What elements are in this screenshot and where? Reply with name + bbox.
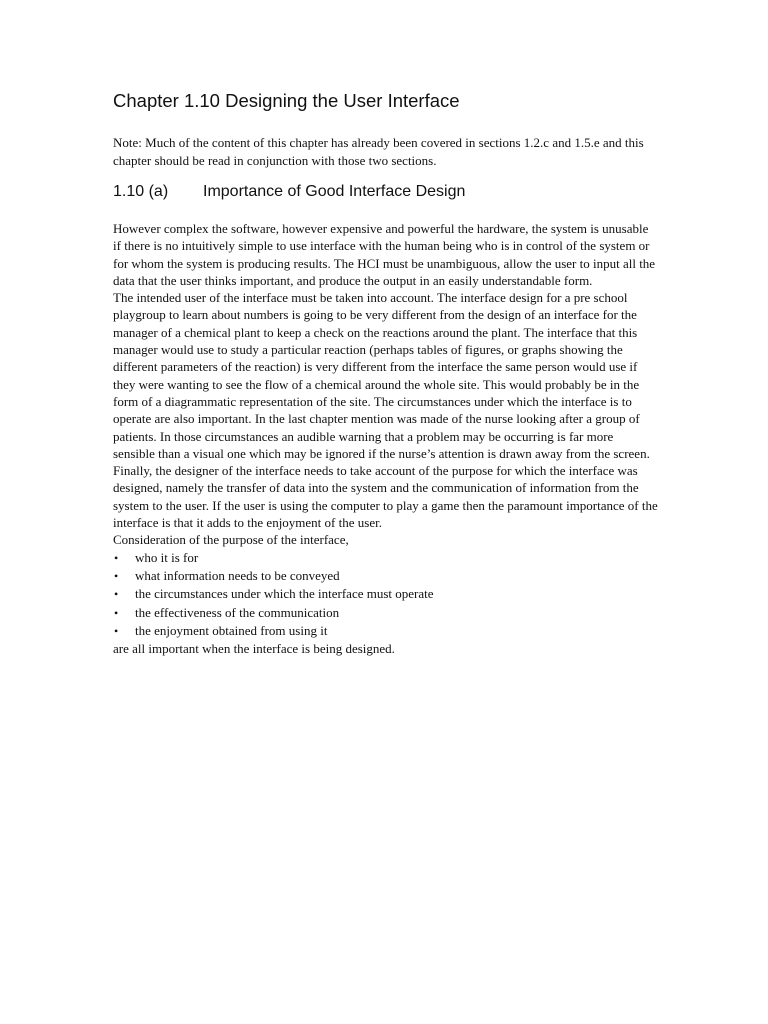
- body-paragraph: Consideration of the purpose of the interface,: [113, 532, 349, 548]
- bullet-icon: •: [114, 568, 119, 583]
- list-item: [113, 585, 658, 603]
- bullet-icon: •: [114, 623, 119, 638]
- body-paragraph: However complex the software, however expensive and powerful the hardware, the system is unusable if there is no intuitively simple to use interface with the human being who is in control of the system or for whom the system is producing results. The HCI must be unambiguous, allow the user to input all the data that the user thinks important, and produce the output in an easily understandable form.: [113, 221, 656, 288]
- list-item-text: the enjoyment obtained from using it: [135, 622, 328, 638]
- list-item: [113, 622, 658, 640]
- closing-paragraph: are all important when the interface is being designed.: [113, 641, 395, 657]
- body-paragraph: The intended user of the interface must be taken into account. The interface design for a pre school playgroup to learn about numbers is going to be very different from the design of an interface for the manager of a chemical plant to keep a check on the reactions around the plant. The interface that this manager would use to study a particular reaction (perhaps tables of figures, or graphs showing the different parameters of the reaction) is very different from the interface the same person would use if they were wanting to see the flow of a chemical around the whole site. This would probably be in the form of a diagrammatic representation of the site. The circumstances under which the interface is to operate are also important. In the last chapter mention was made of the nurse looking after a group of patients. In those circumstances an audible warning that a problem may be occurring is far more sensible than a visual one which may be ignored if the nurse’s attention is drawn away from the screen. Finally, the designer of the interface needs to take account of the purpose for which the interface was designed, namely the transfer of data into the system and the communication of information from the system to the user. If the user is using the computer to play a game then the paramount importance of the interface is that it adds to the enjoyment of the user.: [113, 290, 658, 531]
- bullet-list: [113, 549, 658, 640]
- bullet-icon: •: [114, 587, 119, 602]
- section-heading: [113, 181, 658, 203]
- bullet-icon: •: [114, 550, 119, 565]
- list-item: [113, 567, 658, 585]
- list-item-text: the circumstances under which the interface must operate: [135, 586, 434, 602]
- list-item: [113, 604, 658, 622]
- list-item-text: who it is for: [135, 549, 199, 565]
- note-paragraph: Note: Much of the content of this chapter has already been covered in sections 1.2.c and 1.5.e and this chapter should be read in conjunction with those two sections.: [113, 135, 644, 168]
- list-item-text: the effectiveness of the communication: [135, 604, 340, 620]
- document-page: [113, 88, 658, 657]
- list-item-text: what information needs to be conveyed: [135, 567, 340, 583]
- list-item: [113, 549, 658, 567]
- bullet-icon: •: [114, 605, 119, 620]
- section-number: 1.10 (a): [113, 183, 169, 200]
- section-title: Importance of Good Interface Design: [203, 183, 466, 200]
- chapter-title: Chapter 1.10 Designing the User Interface: [113, 90, 460, 111]
